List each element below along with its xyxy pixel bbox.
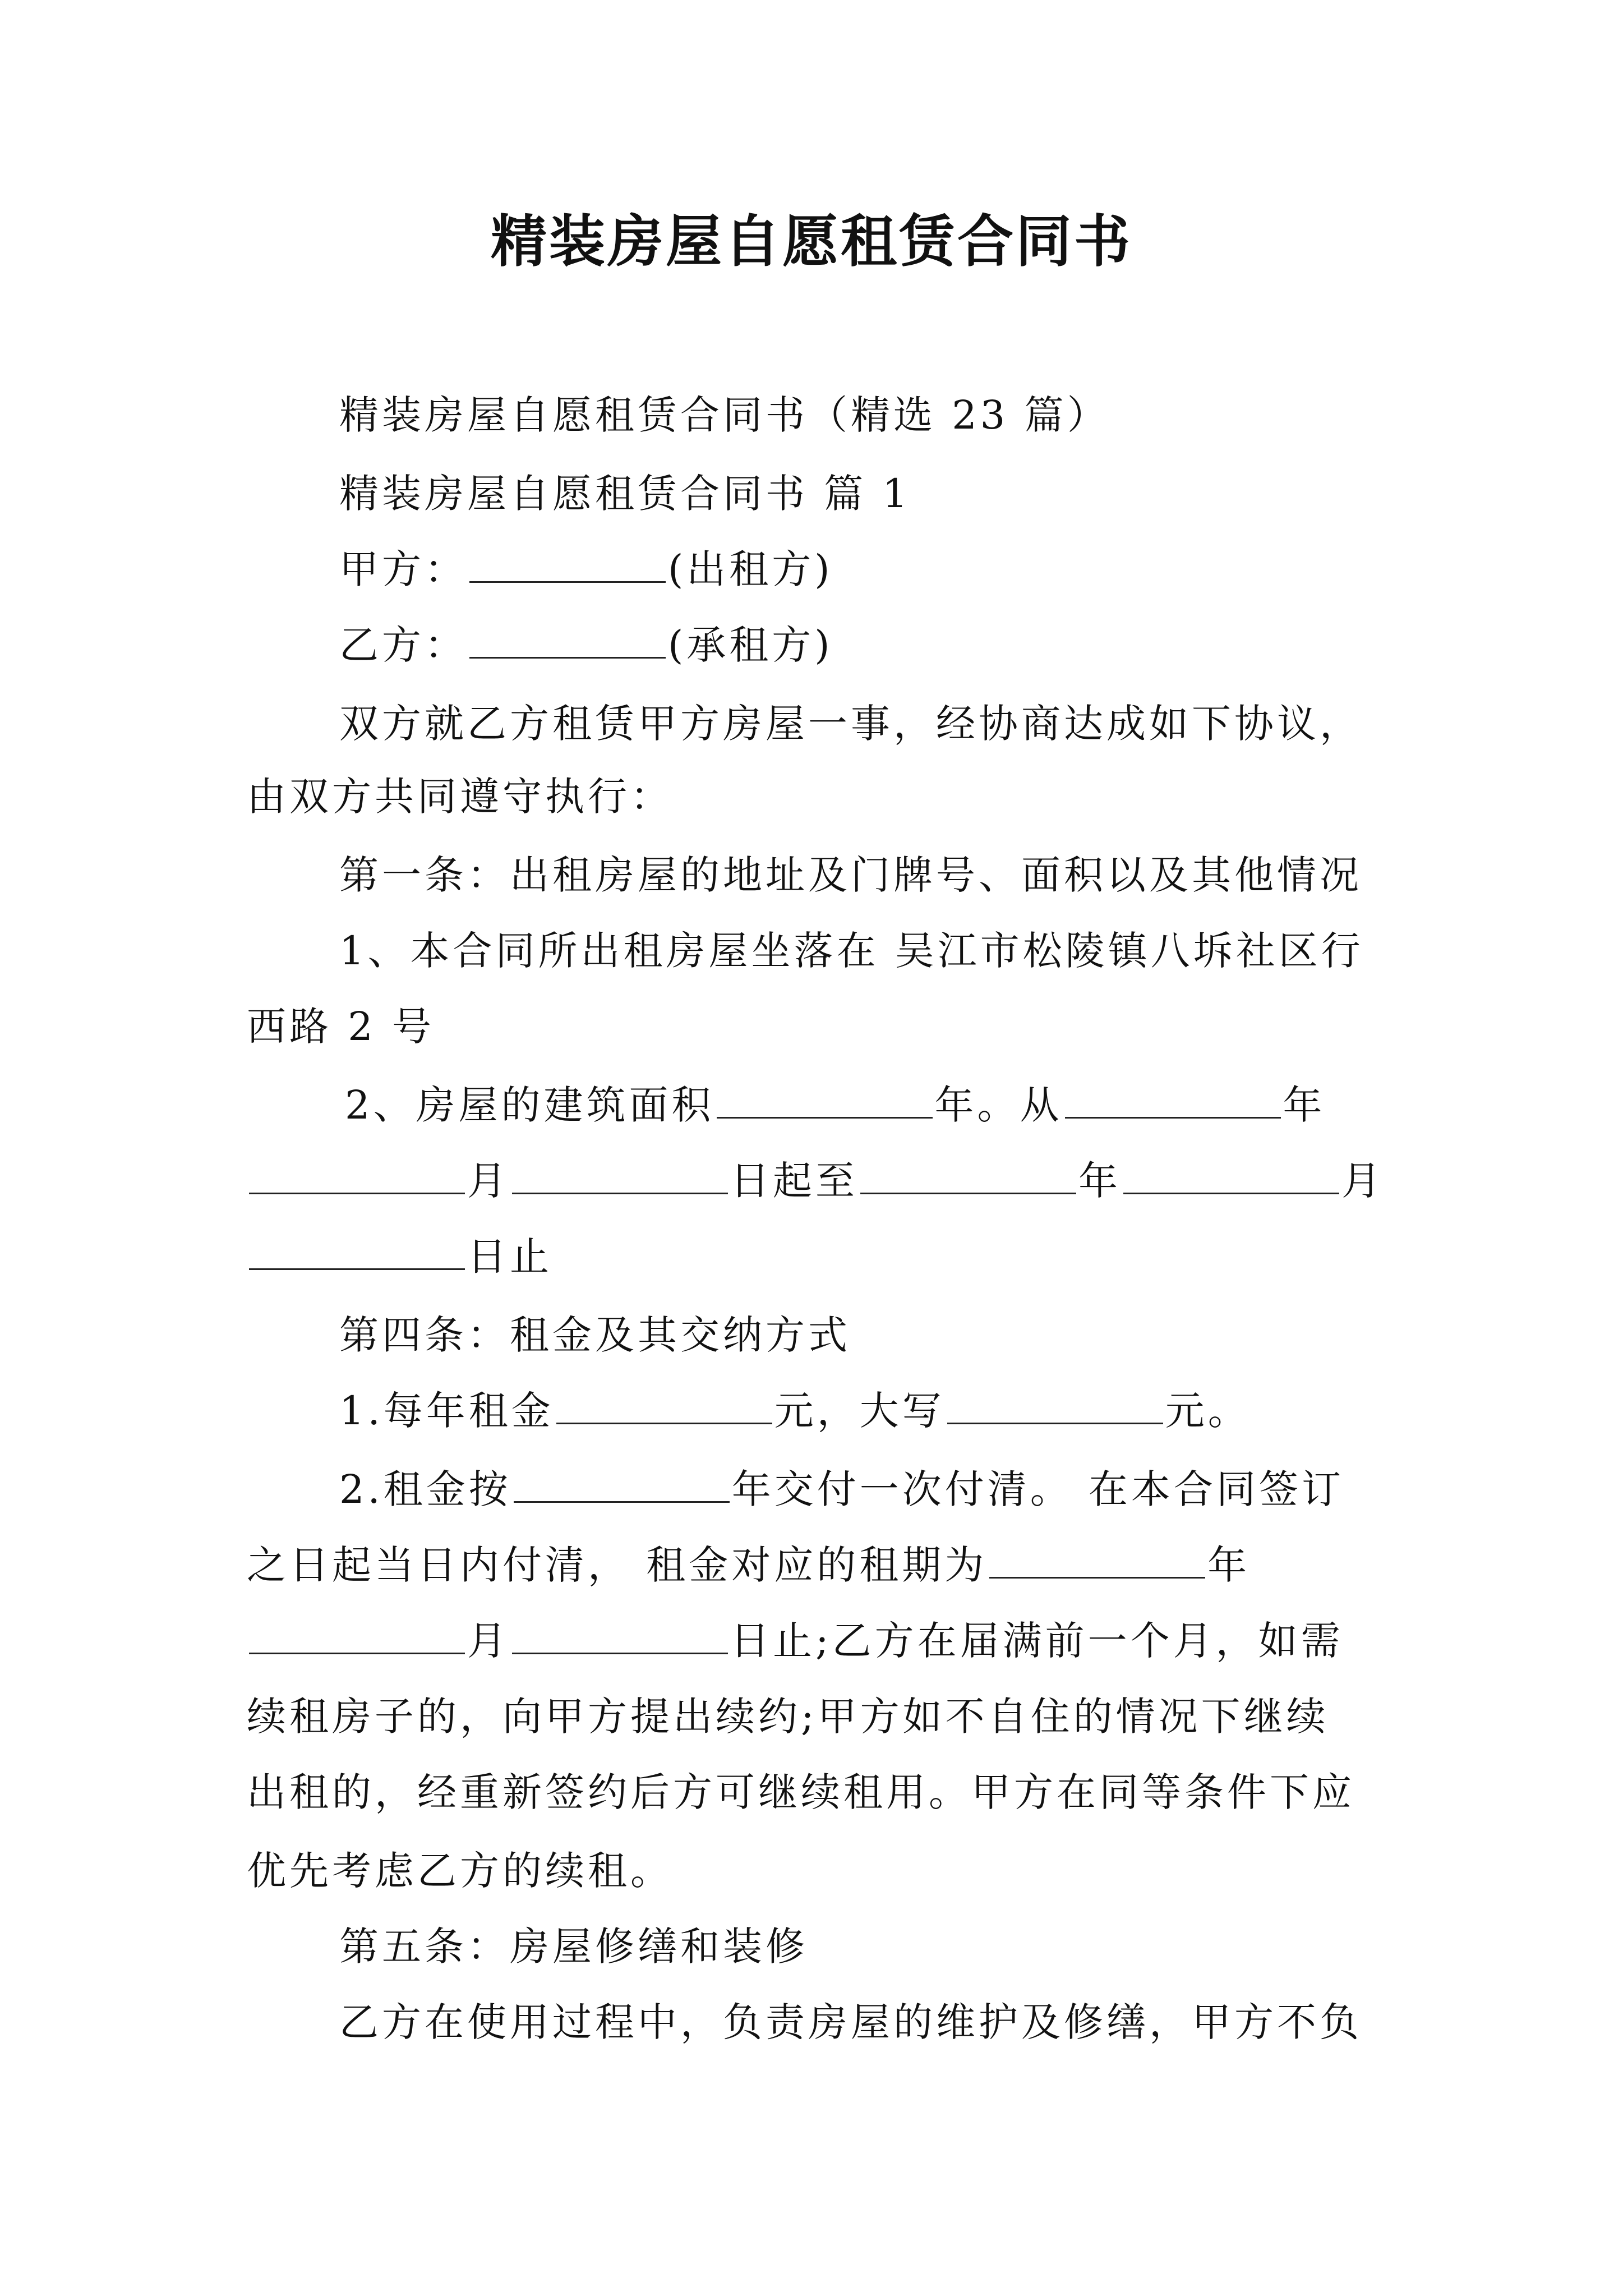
paragraph-line bbox=[247, 999, 435, 1055]
paragraph-line bbox=[247, 1613, 1344, 1669]
text: 第五条：房屋修缮和装修 bbox=[339, 1924, 808, 1970]
blank bbox=[249, 1613, 465, 1654]
paragraph-line bbox=[247, 1228, 552, 1285]
text: 2、房屋的建筑面积 bbox=[345, 1082, 714, 1128]
text: 2.租金按 bbox=[339, 1466, 511, 1512]
paragraph-line bbox=[247, 1764, 1355, 1820]
text: 第一条：出租房屋的地址及门牌号、面积以及其他情况 bbox=[339, 852, 1362, 898]
paragraph-line bbox=[247, 1153, 1384, 1209]
text: 由双方共同遵守执行： bbox=[247, 774, 673, 820]
text: 年。从 bbox=[934, 1082, 1063, 1128]
party-a-line bbox=[339, 541, 833, 597]
label: 甲方： bbox=[339, 546, 467, 592]
paragraph-line bbox=[345, 1077, 1326, 1133]
article-heading bbox=[339, 1307, 851, 1363]
text: 1.每年租金 bbox=[339, 1388, 554, 1434]
article-heading bbox=[339, 847, 1362, 903]
blank bbox=[249, 1229, 465, 1270]
section-heading bbox=[339, 466, 911, 522]
text: 日止 bbox=[467, 1234, 552, 1280]
text: 月 bbox=[467, 1158, 510, 1204]
blank bbox=[249, 1153, 465, 1194]
text: 1、本合同所出租房屋坐落在 吴江市松陵镇八坼社区行 bbox=[339, 928, 1364, 974]
text: 年 bbox=[1283, 1082, 1326, 1128]
rent-words-blank bbox=[947, 1383, 1163, 1424]
text: 优先考虑乙方的续租。 bbox=[247, 1848, 673, 1894]
text: 日起至 bbox=[730, 1158, 858, 1204]
paragraph-line bbox=[247, 1537, 1250, 1593]
blank bbox=[514, 1462, 730, 1503]
year-blank bbox=[1065, 1078, 1281, 1119]
text: 出租的，经重新签约后方可继续租用。甲方在同等条件下应 bbox=[247, 1769, 1355, 1815]
blank bbox=[512, 1613, 728, 1654]
paragraph-line bbox=[247, 1843, 673, 1899]
text: 日止;乙方在届满前一个月，如需 bbox=[730, 1618, 1344, 1664]
role: (承租方) bbox=[668, 622, 833, 668]
text: 乙方在使用过程中，负责房屋的维护及修缮，甲方不负 bbox=[339, 1999, 1362, 2045]
paragraph-line bbox=[339, 923, 1364, 979]
text: 月 bbox=[467, 1618, 510, 1664]
label: 乙方： bbox=[339, 622, 467, 668]
document-title: 精装房屋自愿租赁合同书 bbox=[491, 208, 1132, 274]
role: (出租方) bbox=[668, 546, 833, 592]
paragraph-line bbox=[339, 1994, 1362, 2050]
blank bbox=[860, 1153, 1076, 1194]
paragraph-line bbox=[247, 769, 673, 825]
text: 精装房屋自愿租赁合同书（精选 23 篇） bbox=[339, 392, 1110, 438]
text: 双方就乙方租赁甲方房屋一事，经协商达成如下协议， bbox=[339, 701, 1362, 747]
area-blank bbox=[717, 1078, 933, 1119]
article-heading bbox=[339, 1918, 808, 1975]
subtitle-line bbox=[339, 387, 1110, 443]
text: 第四条：租金及其交纳方式 bbox=[339, 1312, 851, 1358]
text: 年 bbox=[1078, 1158, 1121, 1204]
text: 精装房屋自愿租赁合同书 篇 1 bbox=[339, 471, 911, 517]
text: 续租房子的，向甲方提出续约;甲方如不自住的情况下继续 bbox=[247, 1694, 1329, 1740]
text: 西路 2 号 bbox=[247, 1004, 435, 1050]
rent-blank bbox=[556, 1383, 772, 1424]
text: 元，大写 bbox=[774, 1388, 945, 1434]
text: 之日起当日内付清， 租金对应的租期为 bbox=[247, 1542, 988, 1588]
text: 月 bbox=[1341, 1158, 1384, 1204]
party-a-blank bbox=[469, 542, 666, 583]
party-b-blank bbox=[469, 618, 666, 659]
paragraph-line bbox=[339, 1383, 1251, 1439]
paragraph-line bbox=[247, 1688, 1329, 1745]
blank bbox=[1123, 1153, 1339, 1194]
text: 元。 bbox=[1165, 1388, 1251, 1434]
paragraph-line bbox=[339, 696, 1362, 752]
blank bbox=[989, 1538, 1205, 1579]
party-b-line bbox=[339, 617, 833, 673]
paragraph-line bbox=[339, 1461, 1344, 1517]
text: 年交付一次付清。 在本合同签订 bbox=[731, 1466, 1345, 1512]
text: 年 bbox=[1207, 1542, 1251, 1588]
blank bbox=[512, 1153, 728, 1194]
